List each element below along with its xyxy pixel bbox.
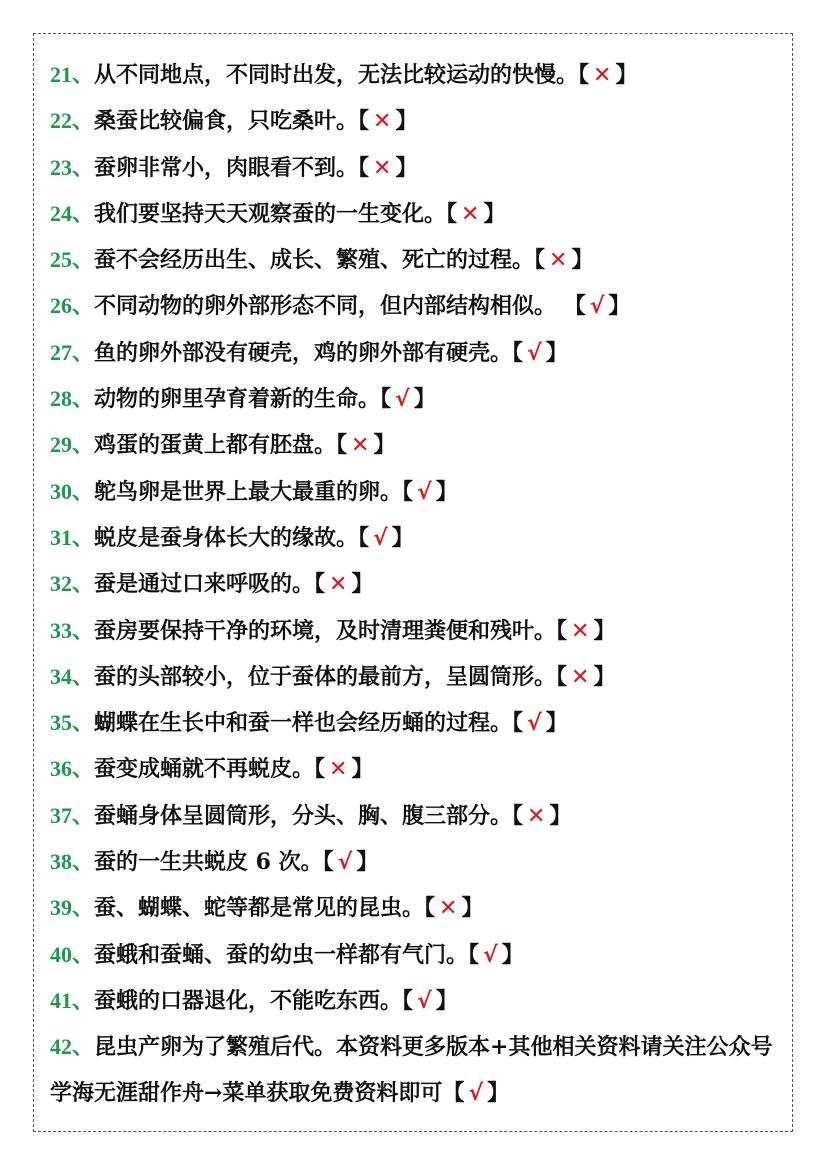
answer-bracket-close: 】: [373, 432, 396, 459]
question-number: 37: [50, 802, 72, 828]
question-statement: 动物的卵里孕育着新的生命。: [94, 386, 381, 413]
question-number-separator: 、: [72, 849, 95, 876]
answer-bracket-open: 【: [358, 108, 370, 135]
question-number-separator: 、: [72, 293, 95, 320]
check-mark-icon: √: [527, 711, 542, 737]
check-mark-icon: √: [395, 387, 410, 413]
cross-mark-icon: ✕: [571, 618, 590, 644]
question-statement: 蜕皮是蚕身体长大的缘故。: [94, 524, 359, 551]
question-item-25: [50, 237, 780, 283]
answer-bracket-open: 【: [512, 710, 524, 737]
question-item-35: [50, 700, 780, 746]
answer-bracket-close: 】: [435, 987, 458, 1014]
question-item-28: [50, 376, 780, 422]
question-item-37: [50, 793, 780, 839]
question-number: 34: [50, 663, 72, 689]
question-number: 27: [50, 339, 72, 365]
answer-bracket-close: 】: [593, 663, 616, 690]
question-number-separator: 、: [72, 478, 95, 505]
question-number: 31: [50, 524, 72, 550]
check-mark-icon: √: [417, 479, 432, 505]
answer-bracket-open: 【: [556, 617, 568, 644]
question-statement: 鱼的卵外部没有硬壳，鸡的卵外部有硬壳。: [94, 339, 513, 366]
answer-bracket-close: 】: [395, 108, 418, 135]
cross-mark-icon: ✕: [329, 572, 348, 598]
answer-bracket-close: 】: [461, 895, 484, 922]
answer-bracket-close: 】: [351, 571, 374, 598]
question-item-22: [50, 98, 780, 144]
answer-bracket-open: 【: [468, 941, 480, 968]
question-number-separator: 、: [72, 524, 95, 551]
question-item-26: [50, 283, 780, 329]
question-number-separator: 、: [72, 710, 95, 737]
answer-bracket-open: 【: [336, 432, 348, 459]
question-item-29: [50, 422, 780, 468]
question-statement: 我们要坚持天天观察蚕的一生变化。: [94, 200, 447, 227]
question-number: 35: [50, 710, 72, 736]
cross-mark-icon: ✕: [329, 757, 348, 783]
question-number-separator: 、: [72, 62, 95, 88]
answer-bracket-open: 【: [512, 339, 524, 366]
check-mark-icon: √: [589, 294, 605, 320]
question-statement: 蚕不会经历出生、成长、繁殖、死亡的过程。: [94, 247, 535, 274]
cross-mark-icon: ✕: [527, 803, 546, 829]
answer-bracket-close: 】: [593, 617, 616, 644]
answer-bracket-close: 】: [571, 247, 594, 274]
answer-bracket-open: 【: [314, 756, 326, 783]
question-number: 22: [50, 108, 72, 134]
question-number: 30: [50, 478, 72, 504]
question-statement: 不同动物的卵外部形态不同，但内部结构相似。: [94, 293, 557, 320]
answer-bracket-close: 】: [483, 200, 506, 227]
question-statement: 蚕、蝴蝶、蛇等都是常见的昆虫。: [94, 895, 425, 922]
answer-bracket-close: 】: [413, 386, 436, 413]
question-statement: 从不同地点，不同时出发，无法比较运动的快慢。: [94, 62, 579, 88]
check-mark-icon: √: [483, 942, 498, 968]
question-item-30: [50, 469, 780, 515]
answer-bracket-close: 】: [545, 710, 568, 737]
question-item-23: [50, 145, 780, 191]
question-statement: 蚕的一生共蜕皮 6 次。: [94, 849, 323, 876]
cross-mark-icon: ✕: [439, 896, 458, 922]
question-number: 24: [50, 200, 72, 226]
answer-bracket-close: 】: [549, 802, 572, 829]
question-statement: 蚕蛾和蚕蛹、蚕的幼虫一样都有气门。: [94, 941, 469, 968]
question-statement: 蚕的头部较小，位于蚕体的最前方，呈圆筒形。: [94, 663, 557, 690]
question-number: 32: [50, 571, 72, 597]
answer-bracket-open: 【: [512, 802, 524, 829]
question-number-separator: 、: [72, 617, 95, 644]
question-item-36: [50, 746, 780, 792]
answer-bracket-close: 】: [487, 1079, 510, 1106]
check-mark-icon: √: [373, 525, 388, 551]
question-item-21: [50, 52, 780, 98]
answer-bracket-open: 【: [556, 293, 586, 320]
answer-bracket-close: 】: [545, 339, 568, 366]
cross-mark-icon: ✕: [549, 248, 568, 274]
question-number-separator: 、: [72, 663, 95, 690]
answer-bracket-open: 【: [534, 247, 546, 274]
question-item-24: [50, 191, 780, 237]
answer-bracket-open: 【: [358, 154, 370, 181]
question-item-41: [50, 978, 780, 1024]
answer-bracket-close: 】: [351, 756, 374, 783]
answer-bracket-open: 【: [314, 571, 326, 598]
question-number: 39: [50, 895, 72, 921]
answer-bracket-open: 【: [442, 1079, 465, 1106]
question-number: 36: [50, 756, 72, 782]
question-number: 38: [50, 849, 72, 875]
question-number-separator: 、: [72, 987, 95, 1014]
question-statement: 蚕蛾的口器退化，不能吃东西。: [94, 987, 403, 1014]
cross-mark-icon: ✕: [593, 63, 612, 88]
question-number-separator: 、: [72, 339, 95, 366]
answer-bracket-close: 】: [391, 524, 414, 551]
cross-mark-icon: ✕: [351, 433, 370, 459]
question-number-separator: 、: [72, 200, 95, 227]
question-number: 28: [50, 386, 72, 412]
answer-bracket-open: 【: [402, 478, 414, 505]
question-item-32: [50, 561, 780, 607]
question-item-34: [50, 654, 780, 700]
question-number-separator: 、: [72, 432, 95, 459]
cross-mark-icon: ✕: [373, 109, 392, 135]
question-statement: 蚕蛹身体呈圆筒形，分头、胸、腹三部分。: [94, 802, 513, 829]
cross-mark-icon: ✕: [571, 664, 590, 690]
question-number-separator: 、: [72, 247, 95, 274]
question-number-separator: 、: [72, 386, 95, 413]
cross-mark-icon: ✕: [373, 155, 392, 181]
question-item-27: [50, 330, 780, 376]
answer-bracket-close: 】: [435, 478, 458, 505]
question-item-40: [50, 932, 780, 978]
check-mark-icon: √: [527, 340, 542, 366]
true-false-answer-list: [50, 52, 780, 1116]
answer-bracket-open: 【: [402, 987, 414, 1014]
answer-bracket-open: 【: [556, 663, 568, 690]
cross-mark-icon: ✕: [461, 201, 480, 227]
question-number-separator: 、: [72, 895, 95, 922]
question-number-separator: 、: [72, 1034, 95, 1061]
question-number: 23: [50, 154, 72, 180]
answer-bracket-open: 【: [358, 524, 370, 551]
question-statement: 蝴蝶在生长中和蚕一样也会经历蛹的过程。: [94, 710, 513, 737]
question-number: 42: [50, 1034, 72, 1060]
question-statement: 鸵鸟卵是世界上最大最重的卵。: [94, 478, 403, 505]
question-number: 26: [50, 293, 72, 319]
question-statement: 昆虫产卵为了繁殖后代。本资料更多版本+其他相关资料请关注公众号学海无涯甜作舟→菜单获取免费资料即可: [50, 1034, 773, 1106]
question-item-39: [50, 885, 780, 931]
question-statement: 蚕房要保持干净的环境，及时清理粪便和残叶。: [94, 617, 557, 644]
question-number: 21: [50, 62, 72, 87]
question-number-separator: 、: [72, 571, 95, 598]
question-number-separator: 、: [72, 802, 95, 829]
question-statement: 鸡蛋的蛋黄上都有胚盘。: [94, 432, 337, 459]
answer-bracket-open: 【: [380, 386, 392, 413]
check-mark-icon: √: [417, 988, 432, 1014]
answer-bracket-close: 】: [615, 62, 638, 88]
question-statement: 桑蚕比较偏食，只吃桑叶。: [94, 108, 359, 135]
answer-bracket-open: 【: [322, 849, 334, 876]
answer-bracket-open: 【: [578, 62, 590, 88]
question-number: 40: [50, 941, 72, 967]
question-item-31: [50, 515, 780, 561]
question-statement: 蚕卵非常小，肉眼看不到。: [94, 154, 359, 181]
check-mark-icon: √: [337, 850, 353, 876]
question-number-separator: 、: [72, 154, 95, 181]
answer-bracket-close: 】: [356, 849, 379, 876]
question-number-separator: 、: [72, 756, 95, 783]
answer-bracket-close: 】: [501, 941, 524, 968]
question-number: 25: [50, 247, 72, 273]
question-number: 33: [50, 617, 72, 643]
question-number-separator: 、: [72, 108, 95, 135]
question-item-38: [50, 839, 780, 885]
question-item-33: [50, 608, 780, 654]
check-mark-icon: √: [468, 1080, 484, 1106]
question-item-42: [50, 1024, 780, 1116]
question-number: 29: [50, 432, 72, 458]
question-statement: 蚕变成蛹就不再蜕皮。: [94, 756, 315, 783]
question-number-separator: 、: [72, 941, 95, 968]
question-number: 41: [50, 987, 72, 1013]
answer-bracket-close: 】: [395, 154, 418, 181]
answer-bracket-open: 【: [424, 895, 436, 922]
answer-bracket-close: 】: [608, 293, 631, 320]
question-statement: 蚕是通过口来呼吸的。: [94, 571, 315, 598]
answer-bracket-open: 【: [446, 200, 458, 227]
